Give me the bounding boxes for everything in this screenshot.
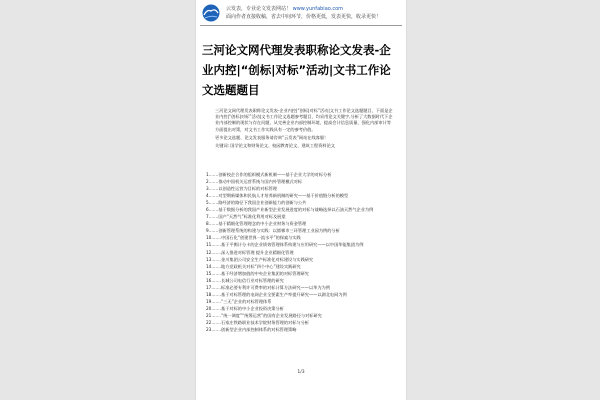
topic-item: 10.……中国石化“创建世界一流水平”的探索与实践 [206,235,301,241]
header-line2: 面向作者直接收稿，省去中间环节，价格更低，发表更快，收录更快！ [226,14,382,20]
topic-item: 3.……以创造性运营为目标的对标管理 [206,186,277,192]
topic-list [206,172,398,334]
intro-paragraph: 三河论文网代理发表职称论文发表-企业内控|“创标|对标”活动|文书工作论文选题题目，下面是企业内控|“创标|对标”活动|文书工作论文选题参考题目，均采用论文关键字,分析了大数据时代下企业内部控制的现状与存在问题，从完善企业内部控制环境、提高会计信息质量、强化内部审计等方面提出对策，对文书工作实践具有一定的参考价值。 [215,108,393,132]
topic-item: 15.……基于经济增加值的中央企业集团的对标管理研究 [206,270,309,276]
topic-item: 14.……地方党政机关对标“四个中心”建设实践研究 [206,263,301,269]
document-intro [209,108,395,151]
topic-item: 17.……标准必要专利许可费率的对标计算方法研究——以华为为例 [206,284,330,290]
topic-item: 6.……基于数据分析的我国产业新型企业发展进度的对标与战略选择以石油天然气企业为例 [206,207,374,213]
intro-consult-line: 更多论文选题、论文发表服务请咨询“云发表”网站在线客服！ [215,134,329,140]
topic-item: 13.……金川集团公司安全生产标准化对标建设与实践研究 [206,256,314,262]
topic-item: 8.……基于精细化管理理念的中小企业财务与资金管理 [206,221,307,227]
topic-item: 19.……“三无”企业的对标管理体系 [206,298,272,304]
document-title: 三河论文网代理发表职称论文发表-企业内控|“创标|对标”活动|文书工作论文选题题目 [202,43,391,97]
topic-item: 18.……基于对标管理的电网企业全要素生产率提升研究——以湖北电网为例 [206,291,347,297]
header-line1: 云发表，专业论文发表网站！ [226,6,292,12]
yunfabiao-logo-icon [200,4,222,24]
topic-item: 23.……创新型企业内部控制体系的对标管理策略 [206,327,297,333]
page-number: 1/3 [297,370,305,375]
topic-item: 12.……深入推进对标管理 提升企业精细化管理 [206,249,294,255]
intro-keywords: 关键词: 国学论文和财务论文、校园教育论文、建筑工程资料论文 [215,143,335,149]
topic-item: 2.……推动中国机关运营系统与国内外管理模式对标 [206,179,303,185]
topic-item: 22.……石家庄铁路职业技术学院财务管理的对标与分析 [206,319,309,325]
topic-item: 9.……创新管理系统的构建与实践：以邯郸市三环管理工业园为例的分析 [206,228,340,234]
topic-item: 11.……基于平衡计分卡的企业绩效管理体系构建与应用研究——以中国华能集团为例 [206,242,364,248]
document-header [200,4,402,24]
topic-item: 5.……路经济的路径下我国企业创新能力的创新与公共 [206,200,307,206]
header-divider [200,25,402,26]
document-page [196,0,406,400]
header-slogan [226,5,402,21]
topic-item: 4.……对型期新媒体和民航人才培养新机制的研究——基于价值链分析的模型 [206,193,349,199]
topic-item: 20.……基于对标的中小企业投资决策分析 [206,305,284,311]
header-url-link[interactable]: www.yunfabiao.com [292,6,343,12]
topic-item: 21.……“统一调度”“统筹运营”的国有企业发展路径与对标研究 [206,312,322,318]
topic-item: 1.……创新校企合作的组织模式新机制——基于企业大学的对标分析 [206,172,332,177]
topic-item: 16.……长城公司电信行业对标管理的研究 [206,277,284,283]
topic-item: 7.……国产“天然气”标准化利用对标及展望 [206,214,286,220]
